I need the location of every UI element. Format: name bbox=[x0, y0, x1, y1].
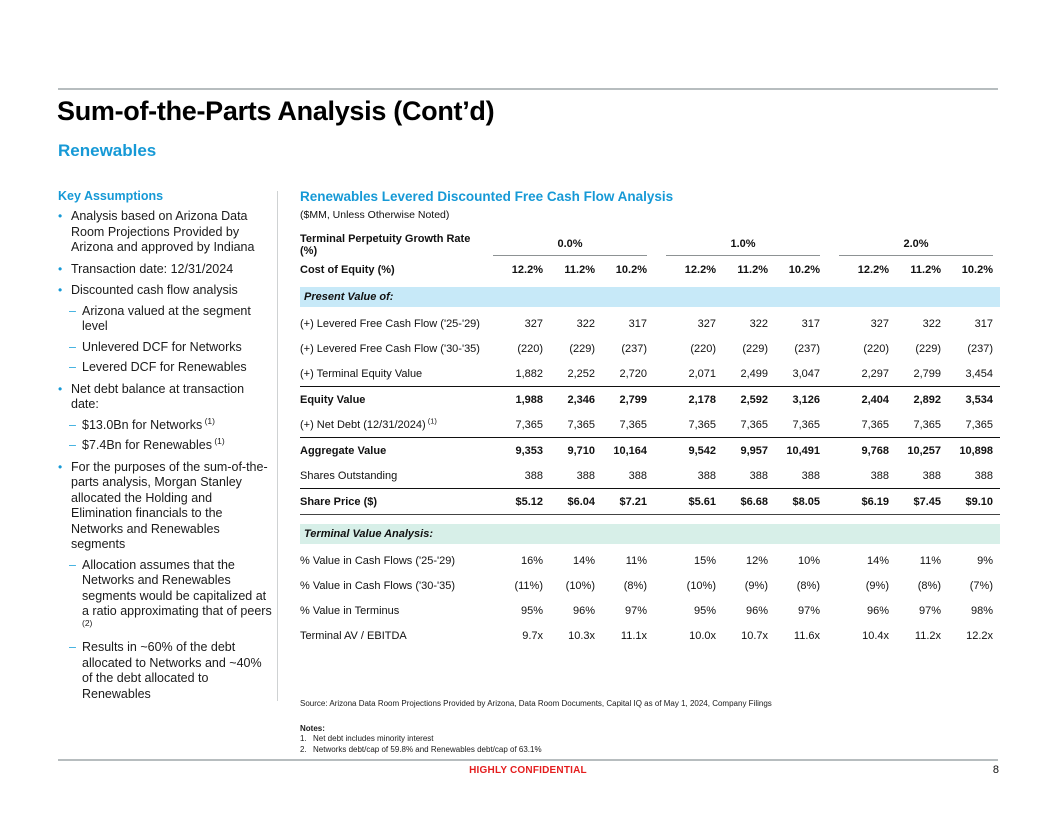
table-rule bbox=[300, 514, 1000, 515]
table-cell: 96% bbox=[745, 604, 768, 617]
table-cell: (220) bbox=[690, 342, 716, 355]
group-header-value: 0.0% bbox=[493, 238, 647, 256]
table-cell: 11% bbox=[625, 554, 647, 567]
bullet-marker: • bbox=[58, 459, 63, 474]
bullet-item bbox=[58, 283, 274, 299]
row-label: Share Price ($) bbox=[300, 495, 378, 508]
sub-bullet-item bbox=[69, 558, 274, 636]
note-text: Net debt includes minority interest bbox=[313, 734, 434, 744]
table-section-band: Terminal Value Analysis: bbox=[300, 524, 1000, 544]
table-cell: 7,365 bbox=[515, 418, 543, 431]
table-row bbox=[300, 489, 1000, 514]
table-cell: 10,898 bbox=[959, 444, 993, 457]
table-cell: (10%) bbox=[686, 579, 716, 592]
dash-marker: – bbox=[69, 557, 76, 572]
table-row bbox=[300, 463, 1000, 488]
table-cell: 7,365 bbox=[792, 418, 820, 431]
table-cell: 97% bbox=[918, 604, 941, 617]
table-cell: 10.7x bbox=[741, 629, 768, 642]
table-cell: $7.21 bbox=[619, 495, 647, 508]
table-cell: 322 bbox=[749, 317, 768, 330]
table-cell: 9.7x bbox=[522, 629, 543, 642]
bullet-marker: • bbox=[58, 209, 63, 223]
table-cell: 11.1x bbox=[620, 629, 647, 642]
table-cell: 7,365 bbox=[965, 418, 993, 431]
bullet-text: Net debt balance at transaction date: bbox=[71, 381, 245, 411]
table-row bbox=[300, 598, 1000, 623]
dash-marker: – bbox=[69, 303, 76, 318]
table-cell: 7,365 bbox=[861, 418, 889, 431]
table-cell: 3,534 bbox=[965, 393, 993, 406]
table-cell: $8.05 bbox=[792, 495, 820, 508]
table-cell: 2,499 bbox=[740, 367, 768, 380]
table-cell: (237) bbox=[621, 342, 647, 355]
analysis-units-note: ($MM, Unless Otherwise Noted) bbox=[300, 209, 450, 221]
footnote-ref: (1) bbox=[425, 415, 437, 425]
table-cell: 10.4x bbox=[862, 629, 889, 642]
row-label: Shares Outstanding bbox=[300, 469, 398, 482]
sub-bullet-item bbox=[69, 435, 274, 454]
dash-marker: – bbox=[69, 640, 76, 654]
table-cell: 1,988 bbox=[515, 393, 543, 406]
bullet-item bbox=[58, 382, 274, 413]
note-text: Networks debt/cap of 59.8% and Renewables debt/cap of 63.1% bbox=[313, 744, 542, 754]
table-cell: 2,720 bbox=[619, 367, 647, 380]
note-number: 2. bbox=[300, 744, 307, 754]
dash-marker: – bbox=[69, 360, 76, 374]
notes-list bbox=[300, 734, 542, 755]
bullet-item bbox=[58, 209, 274, 256]
table-cell: (229) bbox=[742, 342, 768, 355]
subheader-value: 10.2% bbox=[961, 264, 993, 276]
table-cell: 3,047 bbox=[792, 367, 820, 380]
table-row bbox=[300, 623, 1000, 648]
subheader-value: 11.2% bbox=[564, 264, 595, 276]
row-label: % Value in Cash Flows ('30-'35) bbox=[300, 579, 456, 592]
table-section-band: Present Value of: bbox=[300, 287, 1000, 307]
key-assumptions-list bbox=[58, 209, 274, 702]
table-cell: 12% bbox=[745, 554, 768, 567]
table-cell: (7%) bbox=[969, 579, 993, 592]
table-cell: $6.68 bbox=[740, 495, 768, 508]
group-header-value: 1.0% bbox=[666, 238, 820, 256]
page-title: Sum-of-the-Parts Analysis (Cont’d) bbox=[57, 96, 495, 126]
table-cell: 15% bbox=[693, 554, 716, 567]
bullet-text: $7.4Bn for Renewables $^{(1)}$ bbox=[82, 435, 225, 452]
table-cell: $5.61 bbox=[688, 495, 716, 508]
table-cell: (10%) bbox=[565, 579, 595, 592]
table-cell: (237) bbox=[794, 342, 820, 355]
sub-bullet-item bbox=[69, 415, 274, 434]
bullet-text: Allocation assumes that the Networks and Renewables segments would be capitalized at a ratio approximating that of peers $^{(2)}$ bbox=[82, 557, 272, 628]
table-cell: 2,799 bbox=[619, 393, 647, 406]
notes-heading: Notes: bbox=[300, 724, 325, 733]
table-cell: (220) bbox=[517, 342, 543, 355]
row-label: Aggregate Value bbox=[300, 444, 387, 457]
vertical-divider bbox=[277, 191, 278, 701]
table-cell: (11%) bbox=[514, 579, 543, 592]
bullet-item bbox=[58, 262, 274, 278]
table-cell: 12.2x bbox=[966, 629, 993, 642]
table-cell: 14% bbox=[866, 554, 889, 567]
group-header-label: Terminal Perpetuity Growth Rate (%) bbox=[300, 233, 471, 257]
table-cell: 11.2x bbox=[914, 629, 941, 642]
table-row bbox=[300, 548, 1000, 573]
table-row bbox=[300, 438, 1000, 463]
table-cell: (229) bbox=[915, 342, 941, 355]
analysis-title: Renewables Levered Discounted Free Cash Flow Analysis bbox=[300, 189, 674, 204]
table-cell: $6.19 bbox=[861, 495, 889, 508]
table-cell: 317 bbox=[801, 317, 820, 330]
note-number: 1. bbox=[300, 734, 307, 744]
note-item bbox=[300, 745, 542, 755]
table-cell: 10,491 bbox=[786, 444, 820, 457]
table-cell: (229) bbox=[569, 342, 595, 355]
bullet-text: Unlevered DCF for Networks bbox=[82, 339, 242, 354]
table-cell: 388 bbox=[974, 469, 993, 482]
table-cell: 2,892 bbox=[913, 393, 941, 406]
table-cell: 98% bbox=[970, 604, 993, 617]
table-cell: 388 bbox=[870, 469, 889, 482]
table-cell: 2,297 bbox=[861, 367, 889, 380]
table-cell: 97% bbox=[624, 604, 647, 617]
table-cell: 388 bbox=[922, 469, 941, 482]
table-cell: 10,257 bbox=[907, 444, 941, 457]
table-cell: 10,164 bbox=[613, 444, 647, 457]
table-cell: 327 bbox=[697, 317, 716, 330]
table-row bbox=[300, 336, 1000, 361]
table-cell: 11.6x bbox=[793, 629, 820, 642]
table-cell: 3,126 bbox=[792, 393, 820, 406]
table-cell: 96% bbox=[866, 604, 889, 617]
subheader-value: 10.2% bbox=[788, 264, 820, 276]
table-cell: $5.12 bbox=[515, 495, 543, 508]
table-cell: 9% bbox=[977, 554, 993, 567]
table-cell: 95% bbox=[693, 604, 716, 617]
bullet-text: Results in ~60% of the debt allocated to Networks and ~40% of the debt allocated to Renewables bbox=[82, 640, 262, 701]
bullet-marker: • bbox=[58, 381, 63, 396]
table-cell: 7,365 bbox=[913, 418, 941, 431]
table-row bbox=[300, 412, 1000, 437]
table-cell: 7,365 bbox=[740, 418, 768, 431]
table-cell: 2,592 bbox=[740, 393, 768, 406]
sub-bullet-item bbox=[69, 360, 274, 376]
subheader-value: 12.2% bbox=[511, 264, 543, 276]
table-cell: (8%) bbox=[623, 579, 647, 592]
subheader-label: Cost of Equity (%) bbox=[300, 264, 395, 276]
row-label: Equity Value bbox=[300, 393, 366, 406]
table-cell: 2,178 bbox=[688, 393, 716, 406]
table-cell: 388 bbox=[697, 469, 716, 482]
row-label: (+) Terminal Equity Value bbox=[300, 367, 423, 380]
table-cell: 322 bbox=[576, 317, 595, 330]
table-cell: 327 bbox=[870, 317, 889, 330]
table-cell: 11% bbox=[919, 554, 941, 567]
bullet-marker: • bbox=[58, 283, 63, 297]
bullet-text: Arizona valued at the segment level bbox=[82, 303, 251, 333]
table-cell: 388 bbox=[801, 469, 820, 482]
dash-marker: – bbox=[69, 438, 76, 452]
table-cell: 14% bbox=[572, 554, 595, 567]
row-label: Terminal AV / EBITDA bbox=[300, 629, 407, 642]
note-item bbox=[300, 734, 542, 744]
table-cell: 388 bbox=[576, 469, 595, 482]
table-cell: 10% bbox=[797, 554, 820, 567]
key-assumptions-heading: Key Assumptions bbox=[58, 189, 164, 203]
bullet-text: Levered DCF for Renewables bbox=[82, 360, 247, 374]
dcf-table bbox=[300, 233, 1000, 648]
table-subheader-row bbox=[300, 257, 1000, 283]
table-cell: 388 bbox=[524, 469, 543, 482]
table-cell: 327 bbox=[524, 317, 543, 330]
sub-bullet-item bbox=[69, 304, 274, 335]
row-label: % Value in Cash Flows ('25-'29) bbox=[300, 554, 456, 567]
page-number: 8 bbox=[992, 764, 999, 776]
table-cell: 9,542 bbox=[688, 444, 716, 457]
footer-divider bbox=[58, 759, 998, 761]
table-cell: $7.45 bbox=[913, 495, 941, 508]
group-header-value: 2.0% bbox=[839, 238, 993, 256]
table-cell: 97% bbox=[797, 604, 820, 617]
bullet-text: Analysis based on Arizona Data Room Projections Provided by Arizona and approved by Indiana bbox=[71, 209, 255, 254]
table-cell: 9,710 bbox=[567, 444, 595, 457]
dash-marker: – bbox=[69, 339, 76, 354]
table-cell: (220) bbox=[863, 342, 889, 355]
row-label: (+) Levered Free Cash Flow ('30-'35) bbox=[300, 342, 480, 355]
table-cell: 9,957 bbox=[740, 444, 768, 457]
table-cell: 9,768 bbox=[861, 444, 889, 457]
table-cell: 10.3x bbox=[568, 629, 595, 642]
dcf-analysis-panel bbox=[300, 189, 1000, 648]
table-row bbox=[300, 573, 1000, 598]
dash-marker: – bbox=[69, 417, 76, 432]
confidential-label: HIGHLY CONFIDENTIAL bbox=[469, 765, 587, 776]
table-cell: 1,882 bbox=[515, 367, 543, 380]
table-cell: (8%) bbox=[796, 579, 820, 592]
table-cell: 95% bbox=[520, 604, 543, 617]
table-cell: 2,404 bbox=[861, 393, 889, 406]
bullet-text: Transaction date: 12/31/2024 bbox=[71, 261, 234, 276]
table-cell: (9%) bbox=[744, 579, 768, 592]
page-subtitle: Renewables bbox=[58, 141, 157, 160]
key-assumptions-panel bbox=[58, 189, 274, 702]
table-cell: 16% bbox=[520, 554, 543, 567]
footnote-ref: (1) bbox=[211, 435, 225, 446]
table-cell: 317 bbox=[628, 317, 647, 330]
bullet-item bbox=[58, 460, 274, 553]
subheader-value: 10.2% bbox=[615, 264, 647, 276]
table-cell: 96% bbox=[572, 604, 595, 617]
table-cell: 2,799 bbox=[913, 367, 941, 380]
sub-bullet-item bbox=[69, 340, 274, 356]
table-cell: 7,365 bbox=[567, 418, 595, 431]
table-cell: 10.0x bbox=[689, 629, 716, 642]
bullet-text: Discounted cash flow analysis bbox=[71, 283, 238, 297]
table-cell: 7,365 bbox=[619, 418, 647, 431]
subheader-value: 12.2% bbox=[684, 264, 716, 276]
table-cell: 2,071 bbox=[688, 367, 716, 380]
table-cell: 7,365 bbox=[688, 418, 716, 431]
footnote-ref: (2) bbox=[82, 617, 93, 628]
table-cell: 9,353 bbox=[515, 444, 543, 457]
table-cell: 388 bbox=[628, 469, 647, 482]
notes-block bbox=[300, 724, 542, 755]
row-label: (+) Net Debt (12/31/2024) $^{(1)}$ bbox=[300, 415, 437, 431]
bullet-marker: • bbox=[58, 261, 63, 276]
table-cell: 2,252 bbox=[567, 367, 595, 380]
source-line: Source: Arizona Data Room Projections Provided by Arizona, Data Room Documents, Capital IQ as of May 1, 2024, Company Filings bbox=[300, 699, 772, 708]
top-divider bbox=[58, 88, 998, 90]
table-cell: (237) bbox=[967, 342, 993, 355]
subheader-value: 11.2% bbox=[910, 264, 941, 276]
sub-bullet-item bbox=[69, 640, 274, 702]
table-cell: (9%) bbox=[865, 579, 889, 592]
table-cell: (8%) bbox=[917, 579, 941, 592]
table-cell: $9.10 bbox=[965, 495, 993, 508]
table-cell: 388 bbox=[749, 469, 768, 482]
subheader-value: 12.2% bbox=[857, 264, 889, 276]
table-cell: 3,454 bbox=[965, 367, 993, 380]
row-label: (+) Levered Free Cash Flow ('25-'29) bbox=[300, 317, 480, 330]
table-row bbox=[300, 311, 1000, 336]
table-cell: 2,346 bbox=[567, 393, 595, 406]
bullet-text: $13.0Bn for Networks $^{(1)}$ bbox=[82, 415, 215, 432]
bullet-text: For the purposes of the sum-of-the-parts analysis, Morgan Stanley allocated the Holding and Elimination financials to the Networks and Renewables segments bbox=[71, 459, 268, 551]
table-cell: 322 bbox=[922, 317, 941, 330]
table-cell: 317 bbox=[974, 317, 993, 330]
footnote-ref: (1) bbox=[202, 415, 215, 426]
row-label: % Value in Terminus bbox=[300, 604, 400, 617]
table-cell: $6.04 bbox=[567, 495, 595, 508]
table-group-header-row bbox=[300, 233, 1000, 257]
subheader-value: 11.2% bbox=[737, 264, 768, 276]
table-row bbox=[300, 387, 1000, 412]
table-row bbox=[300, 361, 1000, 386]
